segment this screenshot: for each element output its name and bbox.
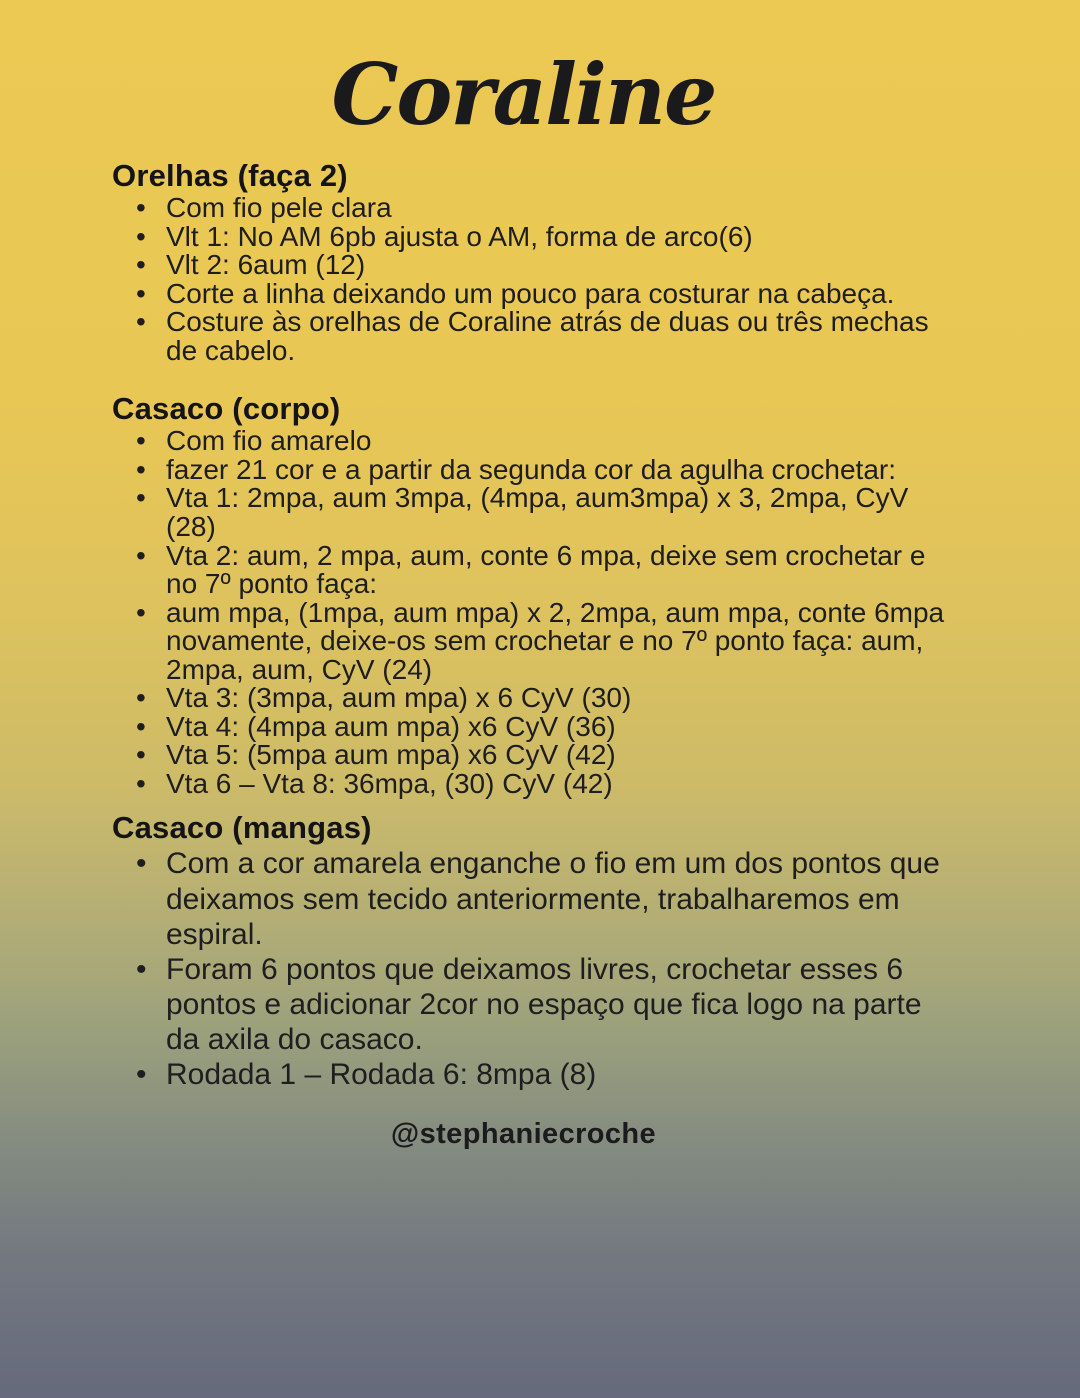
pattern-page	[0, 45, 1080, 1398]
section-orelhas-list	[112, 194, 957, 365]
section-casaco-corpo	[112, 391, 975, 798]
list-item: • Foram 6 pontos que deixamos livres, crochetar esses 6 pontos e adicionar 2cor no espaço que fica logo na parte da axila do casaco.	[112, 952, 957, 1057]
list-item: • Com fio pele clara	[112, 194, 957, 223]
list-item: • Vlt 1: No AM 6pb ajusta o AM, forma de arco(6)	[112, 223, 957, 252]
page-title: Coraline	[331, 45, 716, 144]
list-item: • Vlt 2: 6aum (12)	[112, 251, 957, 280]
section-casaco-corpo-list	[112, 427, 957, 798]
section-casaco-mangas	[112, 810, 975, 1092]
list-item: • Vta 1: 2mpa, aum 3mpa, (4mpa, aum3mpa) x 3, 2mpa, CyV (28)	[112, 484, 957, 541]
section-casaco-mangas-list	[112, 846, 957, 1092]
section-casaco-corpo-heading: Casaco (corpo)	[112, 391, 341, 427]
list-item: • Vta 5: (5mpa aum mpa) x6 CyV (42)	[112, 741, 957, 770]
instagram-handle: @stephaniecroche	[390, 1118, 657, 1151]
list-item: • Vta 4: (4mpa aum mpa) x6 CyV (36)	[112, 713, 957, 742]
section-orelhas-heading: Orelhas (faça 2)	[112, 158, 348, 194]
list-item: • Vta 6 – Vta 8: 36mpa, (30) CyV (42)	[112, 770, 957, 799]
list-item: • aum mpa, (1mpa, aum mpa) x 2, 2mpa, aum mpa, conte 6mpa novamente, deixe-os sem crochetar e no 7º ponto faça: aum, 2mpa, aum, CyV (24)	[112, 599, 957, 685]
list-item: • Vta 2: aum, 2 mpa, aum, conte 6 mpa, deixe sem crochetar e no 7º ponto faça:	[112, 542, 957, 599]
section-orelhas	[112, 158, 975, 365]
list-item: • Vta 3: (3mpa, aum mpa) x 6 CyV (30)	[112, 684, 957, 713]
section-casaco-mangas-heading: Casaco (mangas)	[112, 810, 372, 846]
list-item: • Costure às orelhas de Coraline atrás de duas ou três mechas de cabelo.	[112, 308, 957, 365]
list-item: • Rodada 1 – Rodada 6: 8mpa (8)	[112, 1057, 957, 1092]
list-item: • Com a cor amarela enganche o fio em um dos pontos que deixamos sem tecido anteriormente, trabalharemos em espiral.	[112, 846, 957, 951]
list-item: • fazer 21 cor e a partir da segunda cor da agulha crochetar:	[112, 456, 957, 485]
list-item: • Com fio amarelo	[112, 427, 957, 456]
list-item: • Corte a linha deixando um pouco para costurar na cabeça.	[112, 280, 957, 309]
